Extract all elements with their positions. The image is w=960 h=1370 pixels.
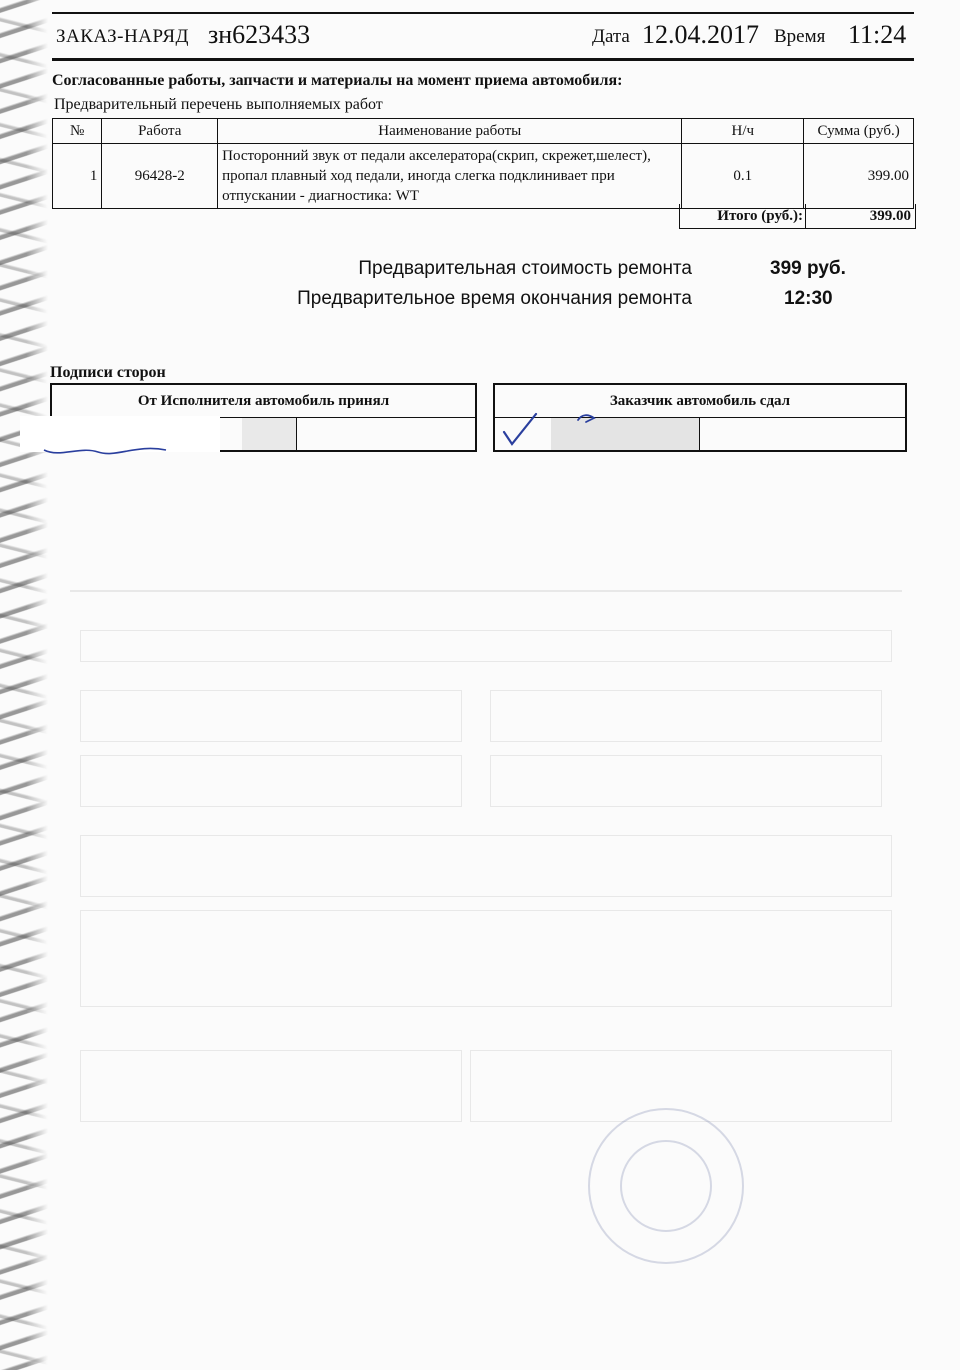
executor-signature-scribble [40,436,180,460]
estimated-end-label: Предварительное время окончания ремонта [297,288,692,309]
customer-extra-cell [699,418,905,450]
estimated-end-value: 12:30 [784,288,833,309]
row-sum: 399.00 [804,144,914,209]
executor-label: От Исполнителя автомобиль принял [52,385,475,418]
row-norm-hours: 0.1 [682,144,804,209]
works-subtitle: Предварительный перечень выполняемых работ [54,96,383,113]
signatures-title: Подписи сторон [50,364,166,381]
row-work-name: Посторонний звук от педали акселератора(скрип, скрежет,шелест), пропал плавный ход педали, иногда слегка подклинивает при отпускании - диагностика: WT [218,144,682,209]
header-top-rule [52,12,914,14]
scan-edge-texture [0,0,48,1370]
col-number: № [53,119,102,144]
faded-stamp [588,1108,744,1264]
header-bottom-rule [52,58,914,61]
estimated-cost-value: 399 руб. [770,258,846,279]
order-label: ЗАКАЗ-НАРЯД [56,26,189,47]
row-number: 1 [53,144,102,209]
customer-signature-check [496,408,616,452]
col-sum: Сумма (руб.) [804,119,914,144]
bleed-through-ghost [70,590,900,1310]
total-box [679,204,916,229]
order-number: зн623433 [208,20,311,49]
col-norm-hours: Н/ч [682,119,804,144]
row-work-code: 96428-2 [102,144,218,209]
executor-extra-cell [296,418,475,450]
table-row [53,144,914,209]
total-label: Итого (руб.): [680,204,806,228]
total-value: 399.00 [869,208,911,224]
time-value: 11:24 [848,20,907,49]
agreed-works-title: Согласованные работы, запчасти и материалы на момент приема автомобиля: [52,72,623,89]
works-table-header [53,119,914,144]
executor-sign-cell [242,418,297,450]
estimated-cost-label: Предварительная стоимость ремонта [358,258,692,279]
works-table [52,118,914,209]
date-label: Дата [592,26,630,47]
time-label: Время [774,26,826,47]
date-value: 12.04.2017 [642,20,759,49]
col-work: Работа [102,119,218,144]
col-work-name: Наименование работы [218,119,682,144]
customer-label: Заказчик автомобиль сдал [495,385,905,418]
